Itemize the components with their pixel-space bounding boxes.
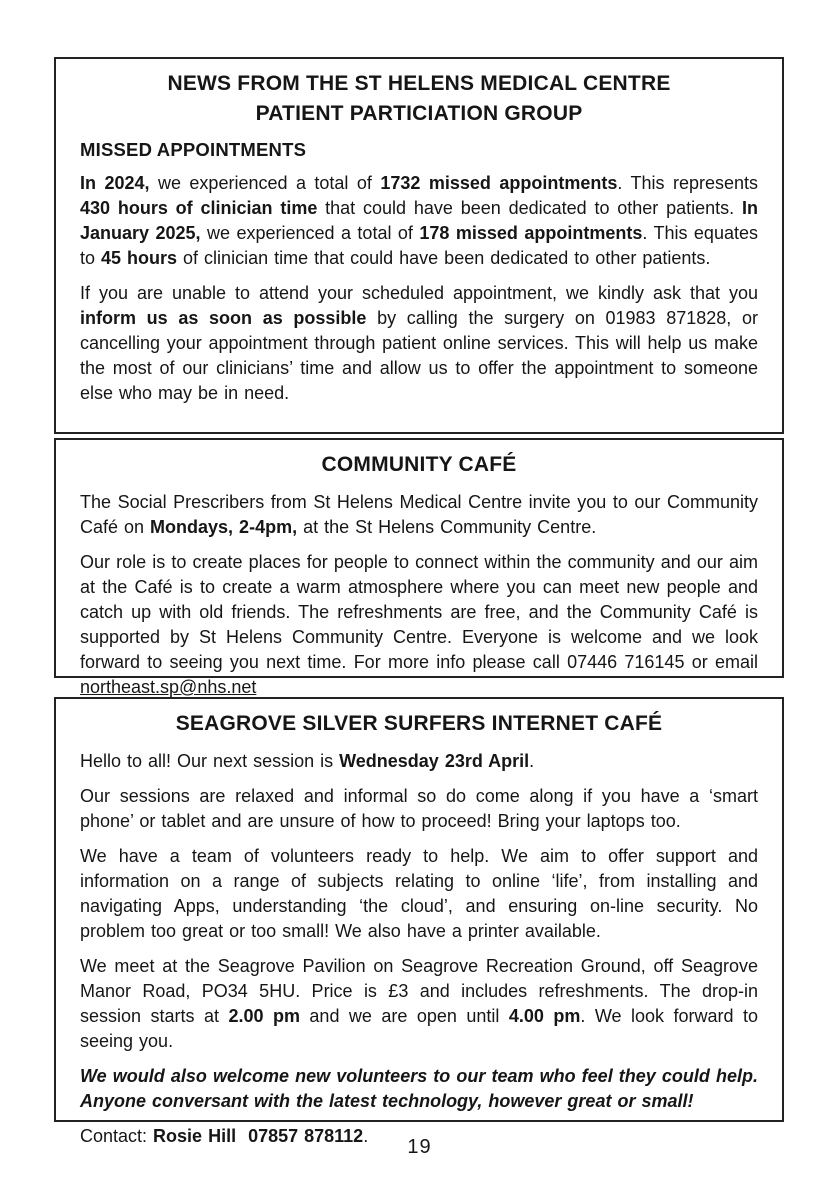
silver-surfers-contact-paragraph: Contact: Rosie Hill 07857 878112.: [80, 1126, 369, 1146]
silver-surfers-session-paragraph: Hello to all! Our next session is Wednesday 23rd April.: [80, 751, 535, 771]
missed-appointments-stats-paragraph: In 2024, we experienced a total of 1732 missed appointments. This represents 430 hours of clinician time that could have been dedicated to other patients. In January 2025, we experienced a total of 178 missed appointments. This equates to 45 hours of clinician time that could have been dedicated to other patients.: [80, 173, 758, 268]
silver-surfers-volunteers-paragraph: We have a team of volunteers ready to help. We aim to offer support and information on a range of subjects relating to online ‘life’, from installing and navigating Apps, understanding ‘the cloud’, and ensuring on-line security. No problem too great or too small! We also have a printer available.: [80, 846, 758, 941]
silver-surfers-title: SEAGROVE SILVER SURFERS INTERNET CAFÉ: [175, 712, 663, 735]
silver-surfers-box: [54, 697, 784, 1146]
missed-appointments-box-title: [80, 69, 758, 129]
silver-surfers-informal-paragraph: Our sessions are relaxed and informal so do come along if you have a ‘smart phone’ or tablet and are unsure of how to proceed! Bring your laptops too.: [80, 786, 758, 831]
box-title-line-2: PATIENT PARTICIATION GROUP: [255, 102, 583, 125]
page-number: 19: [407, 1136, 432, 1158]
missed-appointments-advice-paragraph: If you are unable to attend your scheduled appointment, we kindly ask that you inform us as soon as possible by calling the surgery on 01983 871828, or cancelling your appointment through patient online services. This will help us make the most of our clinicians’ time and allow us to offer the appointment to someone else who may be in need.: [80, 283, 758, 403]
community-cafe-box: [54, 438, 784, 697]
box-title-line-1: NEWS FROM THE ST HELENS MEDICAL CENTRE: [167, 72, 671, 95]
silver-surfers-welcome-paragraph: We would also welcome new volunteers to our team who feel they could help. Anyone conversant with the latest technology, however great or small!: [80, 1066, 758, 1111]
missed-appointments-box: [54, 57, 784, 434]
community-cafe-title: COMMUNITY CAFÉ: [321, 453, 517, 476]
silver-surfers-venue-paragraph: We meet at the Seagrove Pavilion on Seagrove Recreation Ground, off Seagrove Manor Road, PO34 5HU. Price is £3 and includes refreshments. The drop-in session starts at 2.00 pm and we are open until 4.00 pm. We look forward to seeing you.: [80, 956, 758, 1051]
email-link: northeast.sp@nhs.net: [80, 677, 257, 697]
community-cafe-intro-paragraph: The Social Prescribers from St Helens Medical Centre invite you to our Community Café on Mondays, 2-4pm, at the St Helens Community Centre.: [80, 492, 758, 537]
community-cafe-details-paragraph: Our role is to create places for people to connect within the community and our aim at the Café is to create a warm atmosphere where you can meet new people and catch up with old friends. The refreshments are free, and the Community Café is supported by St Helens Community Centre. Everyone is welcome and we look forward to seeing you next time. For more info please call 07446 716145 or email northeast.sp@nhs.net: [80, 552, 758, 697]
missed-appointments-heading: MISSED APPOINTMENTS: [80, 139, 307, 160]
